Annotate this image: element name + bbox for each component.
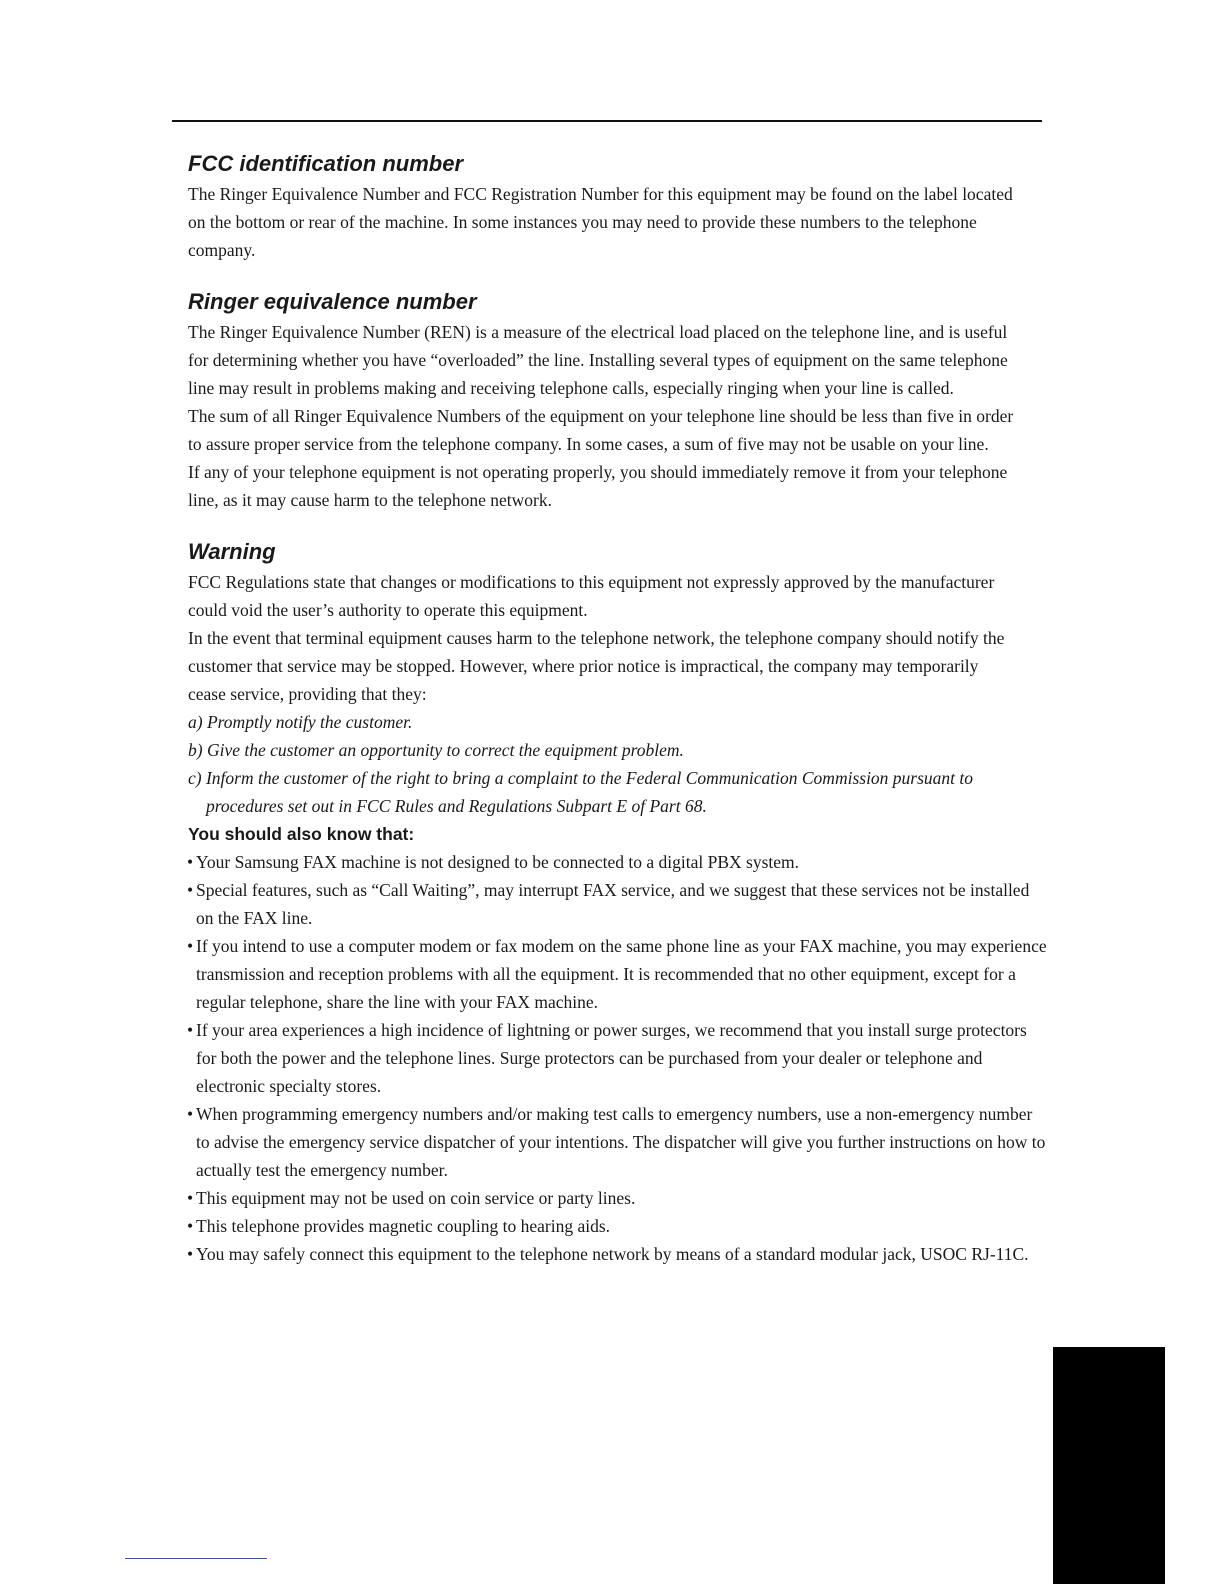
paragraph-line: line, as it may cause harm to the telephone network.: [188, 490, 552, 510]
page-content: [188, 148, 1048, 1268]
bullet-icon: •: [187, 880, 194, 900]
paragraph-line: In the event that terminal equipment causes harm to the telephone network, the telephone company should notify the: [188, 628, 1005, 648]
list-item: [182, 1100, 1048, 1184]
bullet-icon: •: [187, 1104, 194, 1124]
bullet-icon: •: [187, 936, 194, 956]
bullet-list: [182, 848, 1048, 1268]
bullet-icon: •: [187, 1244, 194, 1264]
bullet-icon: •: [187, 852, 194, 872]
warning-list-item: a) Promptly notify the customer.: [188, 712, 413, 732]
heading-ringer-equivalence: Ringer equivalence number: [188, 289, 477, 314]
paragraph-line: The Ringer Equivalence Number and FCC Registration Number for this equipment may be found on the label located: [188, 184, 1013, 204]
section-ringer-equivalence: [188, 286, 1048, 514]
list-item-text: Your Samsung FAX machine is not designed to be connected to a digital PBX system.: [196, 852, 800, 872]
list-item-text: This equipment may not be used on coin service or party lines.: [196, 1188, 636, 1208]
paragraph-line: The Ringer Equivalence Number (REN) is a measure of the electrical load placed on the telephone line, and is useful: [188, 322, 1008, 342]
list-item-text: When programming emergency numbers and/or making test calls to emergency numbers, use a non-emergency number to advise the emergency service dispatcher of your intentions. The dispatcher will give you further instructions on how to actually test the emergency number.: [196, 1104, 1046, 1180]
paragraph-line: on the bottom or rear of the machine. In some instances you may need to provide these numbers to the telephone: [188, 212, 977, 232]
paragraph-line: FCC Regulations state that changes or modifications to this equipment not expressly approved by the manufacturer: [188, 572, 995, 592]
paragraph-line: customer that service may be stopped. However, where prior notice is impractical, the company may temporarily: [188, 656, 979, 676]
warning-list-item: b) Give the customer an opportunity to correct the equipment problem.: [188, 740, 684, 760]
paragraph-line: to assure proper service from the telephone company. In some cases, a sum of five may not be usable on your line.: [188, 434, 989, 454]
top-rule: [172, 120, 1042, 122]
list-item: [182, 1184, 1048, 1212]
paragraph-line: The sum of all Ringer Equivalence Numbers of the equipment on your telephone line should be less than five in order: [188, 406, 1014, 426]
paragraph-line: cease service, providing that they:: [188, 684, 427, 704]
list-item-text: If you intend to use a computer modem or fax modem on the same phone line as your FAX machine, you may experience transmission and reception problems with all the equipment. It is recommended that no other equipment, except for a regular telephone, share the line with your FAX machine.: [196, 936, 1047, 1012]
paragraph-line: If any of your telephone equipment is not operating properly, you should immediately remove it from your telephone: [188, 462, 1008, 482]
section-fcc-identification: [188, 148, 1048, 264]
heading-fcc-identification: FCC identification number: [188, 151, 463, 176]
bullet-icon: •: [187, 1216, 194, 1236]
footer-link-underline: [125, 1558, 267, 1559]
list-item-text: You may safely connect this equipment to the telephone network by means of a standard modular jack, USOC RJ-11C.: [196, 1244, 1029, 1264]
paragraph-line: company.: [188, 240, 256, 260]
list-item: [182, 848, 1048, 876]
paragraph-line: for determining whether you have “overloaded” the line. Installing several types of equipment on the same telephone: [188, 350, 1008, 370]
list-item-text: This telephone provides magnetic coupling to hearing aids.: [196, 1216, 611, 1236]
paragraph-line: line may result in problems making and receiving telephone calls, especially ringing when your line is called.: [188, 378, 954, 398]
bullet-icon: •: [187, 1020, 194, 1040]
list-item: [182, 1016, 1048, 1100]
list-item: [182, 1240, 1048, 1268]
list-item-text: If your area experiences a high incidence of lightning or power surges, we recommend that you install surge protectors for both the power and the telephone lines. Surge protectors can be purchased from your dealer or telephone and electronic specialty stores.: [196, 1020, 1027, 1096]
list-item: [182, 876, 1048, 932]
list-item: [182, 1212, 1048, 1240]
paragraph-line: could void the user’s authority to operate this equipment.: [188, 600, 588, 620]
subheading-also-know: You should also know that:: [188, 824, 415, 844]
list-item-text: Special features, such as “Call Waiting”, may interrupt FAX service, and we suggest that these services not be installed on the FAX line.: [196, 880, 1030, 928]
warning-list-item: c) Inform the customer of the right to bring a complaint to the Federal Communication Commission pursuant to procedures set out in FCC Rules and Regulations Subpart E of Part 68.: [188, 768, 974, 816]
chapter-side-tab: [1053, 1347, 1165, 1584]
heading-warning: Warning: [188, 539, 276, 564]
bullet-icon: •: [187, 1188, 194, 1208]
section-warning: [188, 536, 1048, 1268]
list-item: [182, 932, 1048, 1016]
